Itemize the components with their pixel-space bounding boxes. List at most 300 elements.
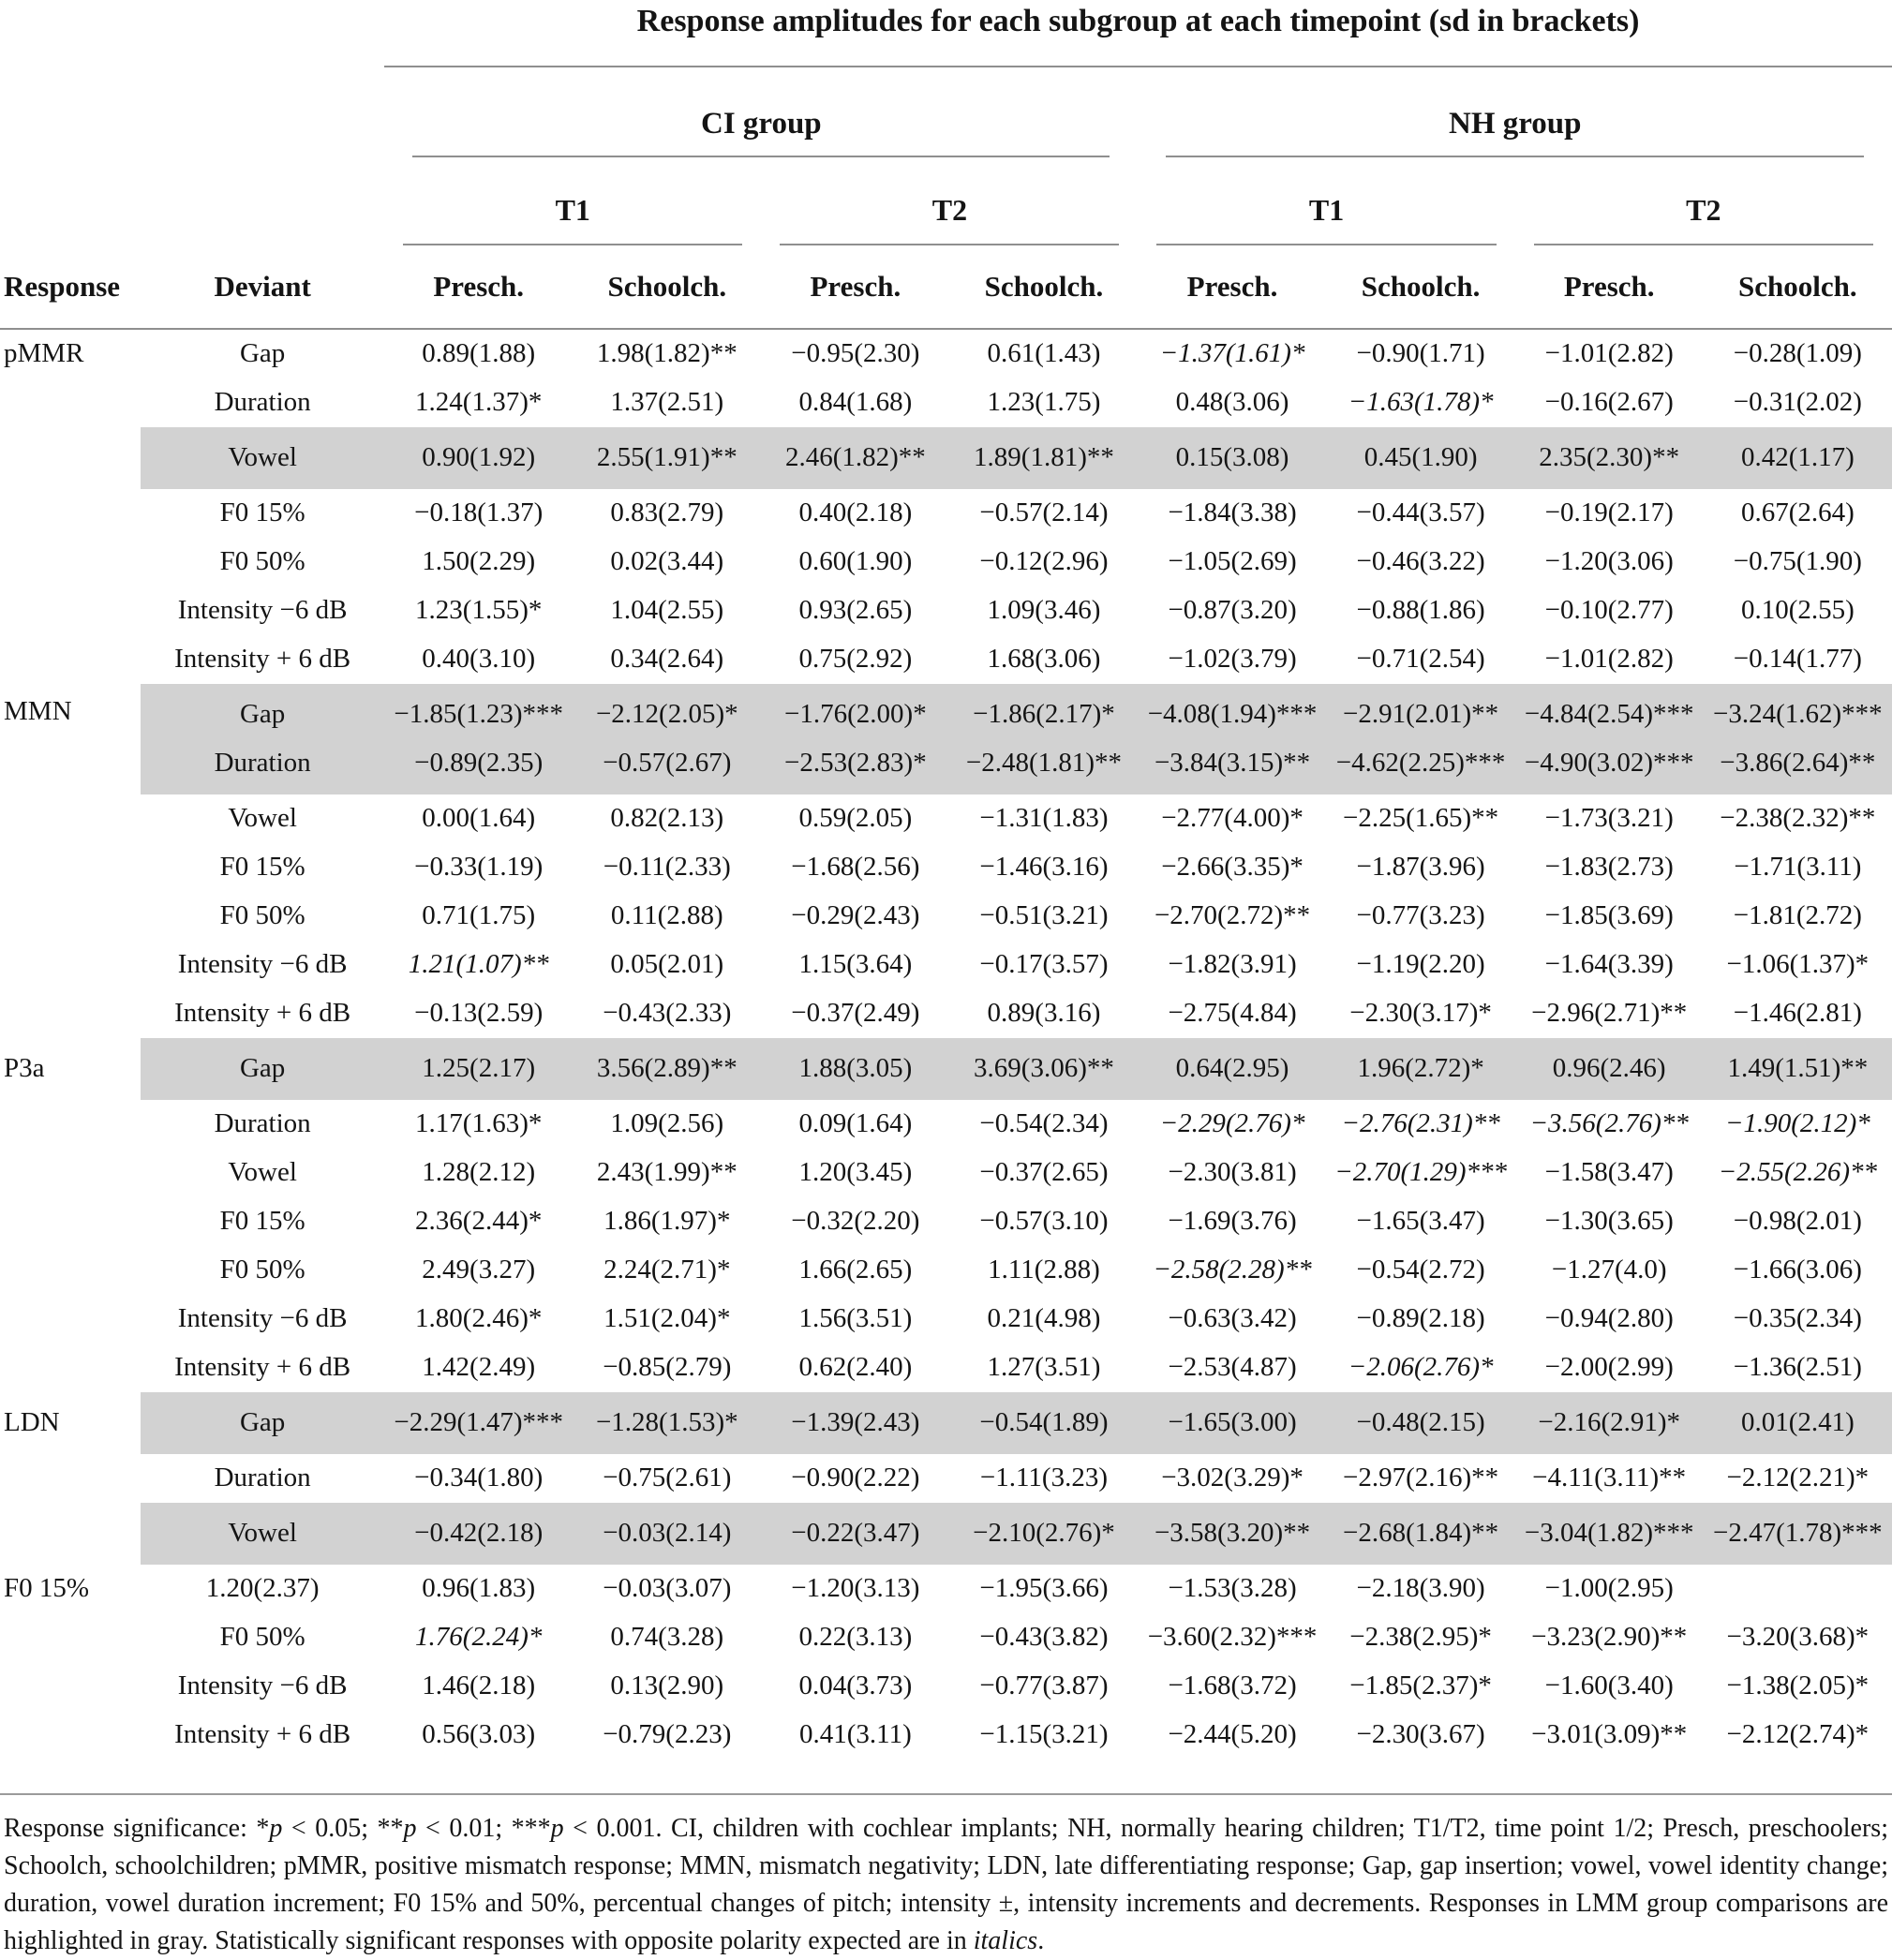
value-cell: 1.27(3.51): [987, 1352, 1101, 1383]
value-cell: 1.46(2.18): [422, 1670, 536, 1701]
value-cell: −3.20(3.68)*: [1726, 1622, 1870, 1653]
response-cell: [0, 1149, 141, 1197]
value-cell: 0.74(3.28): [610, 1622, 724, 1653]
response-cell: pMMR: [4, 338, 84, 369]
value-cell: −1.30(3.65): [1544, 1206, 1674, 1237]
value-cell: −2.25(1.65)**: [1343, 803, 1499, 834]
footnote-segment: Response significance: *: [4, 1814, 270, 1843]
table-row: [0, 1392, 1892, 1454]
subcol-header: Presch.: [761, 245, 949, 330]
value-cell: −0.94(2.80): [1544, 1303, 1674, 1334]
value-cell: 0.34(2.64): [610, 644, 724, 675]
value-cell: 1.86(1.97)*: [603, 1206, 731, 1237]
deviant-cell: Duration: [214, 1108, 311, 1139]
table-row: [0, 1613, 1892, 1662]
value-cell: 1.49(1.51)**: [1704, 1038, 1892, 1100]
value-cell: −2.16(2.91)*: [1515, 1392, 1704, 1454]
value-cell: 0.41(3.11): [798, 1719, 912, 1750]
value-cell: −2.77(4.00)*: [1161, 803, 1304, 834]
table-row: [0, 379, 1892, 427]
value-cell: −3.58(3.20)**: [1138, 1503, 1326, 1565]
deviant-cell: Intensity −6 dB: [177, 595, 348, 626]
response-cell: MMN: [4, 695, 72, 726]
value-cell: −1.60(3.40): [1544, 1670, 1674, 1701]
table-row: [0, 587, 1892, 635]
value-cell: 0.00(1.64): [422, 803, 536, 834]
value-cell: −1.58(3.47): [1544, 1157, 1674, 1188]
value-cell: −2.30(3.67): [1356, 1719, 1485, 1750]
value-cell: −0.35(2.34): [1733, 1303, 1862, 1334]
value-cell: −2.38(2.32)**: [1720, 803, 1876, 834]
timepoint-ci-t1: [384, 157, 761, 245]
value-cell: −0.14(1.77): [1733, 644, 1862, 675]
table-row: [0, 489, 1892, 538]
value-cell: −0.31(2.02): [1733, 387, 1862, 418]
footnote-italic-segment: p: [269, 1814, 283, 1843]
response-cell: [0, 989, 141, 1038]
value-cell: 1.96(2.72)*: [1327, 1038, 1515, 1100]
value-cell: −1.85(1.23)***: [384, 684, 573, 739]
deviant-cell: F0 15%: [219, 852, 305, 883]
table-row: [0, 892, 1892, 941]
value-cell: 1.80(2.46)*: [415, 1303, 543, 1334]
value-cell: −2.97(2.16)**: [1343, 1463, 1499, 1493]
response-cell: [0, 427, 141, 489]
value-cell: 2.24(2.71)*: [603, 1255, 731, 1285]
value-cell: −0.28(1.09): [1733, 338, 1862, 369]
subcol-header: Schoolch.: [1704, 245, 1892, 330]
value-cell: −3.04(1.82)***: [1515, 1503, 1704, 1565]
value-cell: −1.37(1.61)*: [1159, 338, 1305, 369]
timepoint-nh-t2: [1515, 157, 1892, 245]
table-row: [0, 427, 1892, 489]
value-cell: −4.62(2.25)***: [1327, 739, 1515, 794]
value-cell: 0.61(1.43): [987, 338, 1101, 369]
value-cell: −2.30(3.81): [1168, 1157, 1297, 1188]
value-cell: −1.28(1.53)*: [573, 1392, 761, 1454]
value-cell: 0.62(2.40): [798, 1352, 913, 1383]
table-row: [0, 1246, 1892, 1295]
value-cell: 0.45(1.90): [1327, 427, 1515, 489]
table-row: [0, 794, 1892, 843]
value-cell: 3.56(2.89)**: [573, 1038, 761, 1100]
value-cell: −2.48(1.81)**: [949, 739, 1138, 794]
value-cell: −4.11(3.11)**: [1532, 1463, 1687, 1493]
timepoint-label: T2: [1534, 194, 1873, 245]
value-cell: −0.77(3.87): [979, 1670, 1109, 1701]
value-cell: 0.82(2.13): [610, 803, 724, 834]
value-cell: −1.64(3.39): [1544, 949, 1674, 980]
value-cell: −0.42(2.18): [384, 1503, 573, 1565]
value-cell: −2.47(1.78)***: [1704, 1503, 1892, 1565]
value-cell: −0.63(3.42): [1168, 1303, 1297, 1334]
value-cell: 0.56(3.03): [422, 1719, 536, 1750]
value-cell: −0.90(1.71): [1356, 338, 1485, 369]
value-cell: −1.20(3.06): [1544, 546, 1674, 577]
deviant-column-header: Deviant: [141, 245, 384, 330]
table-row: [0, 1565, 1892, 1613]
value-cell: 0.48(3.06): [1175, 387, 1289, 418]
spacer: [0, 67, 141, 157]
value-cell: −0.51(3.21): [979, 900, 1109, 931]
value-cell: −1.46(3.16): [979, 852, 1109, 883]
value-cell: 0.96(2.46): [1515, 1038, 1704, 1100]
value-cell: −1.66(3.06): [1733, 1255, 1862, 1285]
table-row: [0, 1711, 1892, 1760]
deviant-cell: Intensity + 6 dB: [174, 998, 351, 1029]
response-cell: [0, 489, 141, 538]
value-cell: −4.08(1.94)***: [1138, 684, 1326, 739]
value-cell: −1.02(3.79): [1168, 644, 1297, 675]
value-cell: −2.75(4.84): [1168, 998, 1297, 1029]
value-cell: 0.13(2.90): [610, 1670, 724, 1701]
deviant-cell: Intensity + 6 dB: [174, 1719, 351, 1750]
deviant-cell: Intensity −6 dB: [177, 1670, 348, 1701]
value-cell: −1.87(3.96): [1356, 852, 1485, 883]
value-cell: −1.76(2.00)*: [761, 684, 949, 739]
deviant-cell: Vowel: [141, 427, 384, 489]
value-cell: −1.00(2.95): [1544, 1573, 1674, 1604]
value-cell: −1.05(2.69): [1168, 546, 1297, 577]
value-cell: 0.11(2.88): [610, 900, 723, 931]
value-cell: 0.96(1.83): [422, 1573, 536, 1604]
value-cell: −2.53(4.87): [1168, 1352, 1297, 1383]
footnote-segment: < 0.05; **: [282, 1814, 404, 1843]
value-cell: 1.56(3.51): [798, 1303, 913, 1334]
response-cell: [0, 1662, 141, 1711]
response-cell: [0, 1711, 141, 1760]
table-row: [0, 330, 1892, 379]
value-cell: 0.59(2.05): [798, 803, 913, 834]
deviant-cell: Gap: [141, 684, 384, 739]
response-cell: [0, 843, 141, 892]
value-cell: −2.44(5.20): [1168, 1719, 1297, 1750]
response-cell: F0 15%: [4, 1573, 90, 1604]
value-cell: −0.03(3.07): [603, 1573, 732, 1604]
value-cell: 0.40(3.10): [422, 644, 536, 675]
value-cell: −1.81(2.72): [1733, 900, 1862, 931]
value-cell: −0.29(2.43): [791, 900, 920, 931]
response-cell: [0, 587, 141, 635]
value-cell: −0.22(3.47): [761, 1503, 949, 1565]
value-cell: −1.86(2.17)*: [949, 684, 1138, 739]
value-cell: −1.85(3.69): [1544, 900, 1674, 931]
value-cell: −3.02(3.29)*: [1161, 1463, 1304, 1493]
table-row: [0, 1038, 1892, 1100]
value-cell: −1.95(3.66): [979, 1573, 1109, 1604]
value-cell: 1.50(2.29): [422, 546, 536, 577]
value-cell: 2.46(1.82)**: [761, 427, 949, 489]
footnote-text: [0, 1793, 1892, 1960]
value-cell: 2.43(1.99)**: [596, 1157, 737, 1188]
value-cell: −0.12(2.96): [979, 546, 1109, 577]
value-cell: −1.19(2.20): [1356, 949, 1485, 980]
deviant-cell: F0 50%: [219, 1622, 305, 1653]
value-cell: −2.30(3.17)*: [1349, 998, 1492, 1029]
value-cell: −2.53(2.83)*: [761, 739, 949, 794]
value-cell: −1.82(3.91): [1168, 949, 1297, 980]
value-cell: −2.70(1.29)***: [1334, 1157, 1508, 1188]
value-cell: 1.42(2.49): [422, 1352, 536, 1383]
deviant-cell: F0 50%: [219, 546, 305, 577]
value-cell: −2.12(2.05)*: [573, 684, 761, 739]
value-cell: −2.10(2.76)*: [949, 1503, 1138, 1565]
value-cell: −0.44(3.57): [1356, 497, 1485, 528]
spacer: [141, 157, 384, 245]
table-row: [0, 739, 1892, 794]
value-cell: −0.46(3.22): [1356, 546, 1485, 577]
value-cell: −1.73(3.21): [1544, 803, 1674, 834]
value-cell: 1.76(2.24)*: [415, 1622, 543, 1653]
footnote-segment: < 0.001. CI, children with cochlear implants; NH, normally hearing children; T1/T2, time point 1/2; Presch, preschoolers; Schoolch, schoolchildren; pMMR, positive mismatch response; MMN, mismatch negativity; LDN, late differentiating response; Gap, gap insertion; vowel, vowel identity change; duration, vowel duration increment; F0 15% and 50%, percentual changes of pitch; intensity ±, intensity increments and decrements. Responses in LMM group comparisons are highlighted in gray. Statistically significant responses with opposite polarity expected are in: [4, 1814, 1888, 1955]
deviant-cell: Intensity −6 dB: [177, 1303, 348, 1334]
response-cell: [0, 1197, 141, 1246]
value-cell: −2.96(2.71)**: [1531, 998, 1688, 1029]
value-cell: −0.85(2.79): [603, 1352, 732, 1383]
deviant-cell: Intensity + 6 dB: [174, 1352, 351, 1383]
footnote-italic-segment: p: [403, 1814, 417, 1843]
value-cell: 0.71(1.75): [422, 900, 536, 931]
spacer: [0, 0, 141, 67]
response-cell: [0, 1295, 141, 1344]
value-cell: −0.43(2.33): [603, 998, 732, 1029]
value-cell: −0.79(2.23): [603, 1719, 732, 1750]
value-cell: −1.38(2.05)*: [1726, 1670, 1870, 1701]
value-cell: −3.84(3.15)**: [1138, 739, 1326, 794]
value-cell: [1704, 1565, 1892, 1613]
deviant-cell: 1.20(2.37): [205, 1573, 320, 1604]
value-cell: 3.69(3.06)**: [949, 1038, 1138, 1100]
value-cell: −1.71(3.11): [1734, 852, 1862, 883]
value-cell: −3.24(1.62)***: [1704, 684, 1892, 739]
value-cell: −0.37(2.65): [979, 1157, 1109, 1188]
value-cell: 2.35(2.30)**: [1515, 427, 1704, 489]
subcol-header: Presch.: [1515, 245, 1704, 330]
value-cell: −3.01(3.09)**: [1531, 1719, 1688, 1750]
subcol-header: Presch.: [384, 245, 573, 330]
value-cell: 2.49(3.27): [422, 1255, 536, 1285]
deviant-cell: F0 15%: [219, 1206, 305, 1237]
value-cell: −0.11(2.33): [603, 852, 731, 883]
column-header-row: [0, 245, 1892, 330]
value-cell: −2.55(2.26)**: [1718, 1157, 1878, 1188]
value-cell: −1.68(2.56): [791, 852, 920, 883]
value-cell: −0.98(2.01): [1733, 1206, 1862, 1237]
deviant-cell: Duration: [214, 1463, 311, 1493]
value-cell: −3.86(2.64)**: [1704, 739, 1892, 794]
deviant-cell: Duration: [141, 739, 384, 794]
group-nh-header: [1138, 67, 1892, 157]
value-cell: −0.75(1.90): [1733, 546, 1862, 577]
table-row: [0, 1454, 1892, 1503]
footnote-italic-segment: p: [550, 1814, 564, 1843]
table-row: [0, 941, 1892, 989]
value-cell: 1.15(3.64): [798, 949, 913, 980]
deviant-cell: Gap: [141, 1392, 384, 1454]
value-cell: −0.54(1.89): [949, 1392, 1138, 1454]
table-row: [0, 1197, 1892, 1246]
value-cell: −0.13(2.59): [414, 998, 544, 1029]
value-cell: −0.03(2.14): [573, 1503, 761, 1565]
value-cell: 0.02(3.44): [610, 546, 724, 577]
value-cell: 0.21(4.98): [987, 1303, 1101, 1334]
value-cell: 1.04(2.55): [610, 595, 724, 626]
value-cell: 0.64(2.95): [1138, 1038, 1326, 1100]
value-cell: −1.15(3.21): [979, 1719, 1109, 1750]
subcol-header: Schoolch.: [573, 245, 761, 330]
table-row: [0, 1149, 1892, 1197]
value-cell: −1.83(2.73): [1544, 852, 1674, 883]
value-cell: −2.91(2.01)**: [1327, 684, 1515, 739]
value-cell: −4.90(3.02)***: [1515, 739, 1704, 794]
value-cell: −2.38(2.95)*: [1349, 1622, 1492, 1653]
title-row: [0, 0, 1892, 67]
deviant-cell: Vowel: [228, 1157, 297, 1188]
value-cell: 0.89(3.16): [987, 998, 1101, 1029]
spacer: [141, 67, 384, 157]
value-cell: −1.90(2.12)*: [1724, 1108, 1870, 1139]
deviant-cell: Gap: [239, 338, 286, 369]
value-cell: −2.06(2.76)*: [1348, 1352, 1494, 1383]
group-nh-label: NH group: [1166, 107, 1864, 157]
timepoint-ci-t2: [761, 157, 1138, 245]
value-cell: −0.16(2.67): [1544, 387, 1674, 418]
value-cell: −1.01(2.82): [1544, 644, 1674, 675]
response-cell: [0, 794, 141, 843]
value-cell: −1.36(2.51): [1733, 1352, 1862, 1383]
value-cell: −0.34(1.80): [414, 1463, 544, 1493]
value-cell: −0.33(1.19): [414, 852, 544, 883]
value-cell: −3.60(2.32)***: [1147, 1622, 1318, 1653]
value-cell: −1.65(3.47): [1356, 1206, 1485, 1237]
deviant-cell: F0 15%: [219, 497, 305, 528]
deviant-cell: F0 50%: [219, 900, 305, 931]
value-cell: 1.17(1.63)*: [415, 1108, 543, 1139]
value-cell: 0.93(2.65): [798, 595, 913, 626]
value-cell: 1.24(1.37)*: [415, 387, 543, 418]
value-cell: −0.48(2.15): [1327, 1392, 1515, 1454]
value-cell: −1.46(2.81): [1733, 998, 1862, 1029]
value-cell: 1.98(1.82)**: [596, 338, 737, 369]
value-cell: −0.32(2.20): [791, 1206, 920, 1237]
response-cell: [0, 538, 141, 587]
value-cell: −3.56(2.76)**: [1529, 1108, 1689, 1139]
value-cell: −0.54(2.34): [979, 1108, 1109, 1139]
value-cell: −2.58(2.28)**: [1153, 1255, 1312, 1285]
value-cell: 1.21(1.07)**: [408, 949, 549, 980]
value-cell: −2.00(2.99): [1544, 1352, 1674, 1383]
value-cell: 0.10(2.55): [1740, 595, 1855, 626]
response-column-header: Response: [0, 245, 141, 330]
value-cell: 0.01(2.41): [1704, 1392, 1892, 1454]
value-cell: −1.11(3.23): [979, 1463, 1108, 1493]
value-cell: 0.89(1.88): [422, 338, 536, 369]
group-ci-header: [384, 67, 1138, 157]
value-cell: −0.57(2.67): [573, 739, 761, 794]
table-row: [0, 635, 1892, 684]
response-cell: LDN: [4, 1407, 60, 1438]
value-cell: −2.12(2.74)*: [1726, 1719, 1870, 1750]
value-cell: −0.71(2.54): [1356, 644, 1485, 675]
value-cell: −0.89(2.18): [1356, 1303, 1485, 1334]
value-cell: 0.90(1.92): [384, 427, 573, 489]
value-cell: −1.84(3.38): [1168, 497, 1297, 528]
spacer: [0, 157, 141, 245]
response-cell: [0, 1503, 141, 1565]
value-cell: 0.67(2.64): [1740, 497, 1855, 528]
value-cell: 1.37(2.51): [610, 387, 724, 418]
value-cell: −1.69(3.76): [1168, 1206, 1297, 1237]
value-cell: −0.10(2.77): [1544, 595, 1674, 626]
value-cell: 0.83(2.79): [610, 497, 724, 528]
response-cell: [0, 635, 141, 684]
subcol-header: Schoolch.: [1327, 245, 1515, 330]
value-cell: 0.04(3.73): [798, 1670, 913, 1701]
response-cell: [0, 892, 141, 941]
value-cell: −0.54(2.72): [1356, 1255, 1485, 1285]
value-cell: −0.37(2.49): [791, 998, 920, 1029]
value-cell: −0.57(3.10): [979, 1206, 1109, 1237]
footnote-segment: < 0.01; ***: [416, 1814, 551, 1843]
table-title: Response amplitudes for each subgroup at each timepoint (sd in brackets): [384, 0, 1892, 67]
value-cell: −0.88(1.86): [1356, 595, 1485, 626]
table-row: [0, 1295, 1892, 1344]
value-cell: −1.85(2.37)*: [1349, 1670, 1492, 1701]
value-cell: 1.68(3.06): [987, 644, 1101, 675]
value-cell: 1.51(2.04)*: [603, 1303, 731, 1334]
response-cell: [0, 739, 141, 794]
value-cell: −0.43(3.82): [979, 1622, 1109, 1653]
value-cell: −1.65(3.00): [1138, 1392, 1326, 1454]
value-cell: −0.89(2.35): [384, 739, 573, 794]
value-cell: −1.68(3.72): [1168, 1670, 1297, 1701]
footnote-segment: .: [1037, 1926, 1045, 1955]
value-cell: 0.40(2.18): [798, 497, 913, 528]
value-cell: 1.88(3.05): [761, 1038, 949, 1100]
value-cell: −0.57(2.14): [979, 497, 1109, 528]
value-cell: −2.18(3.90): [1356, 1573, 1485, 1604]
value-cell: −3.23(2.90)**: [1531, 1622, 1688, 1653]
value-cell: 0.09(1.64): [798, 1108, 913, 1139]
timepoint-nh-t1: [1138, 157, 1514, 245]
table-row: [0, 1503, 1892, 1565]
table-row: [0, 989, 1892, 1038]
value-cell: 2.36(2.44)*: [415, 1206, 543, 1237]
deviant-cell: Vowel: [228, 803, 297, 834]
deviant-cell: Intensity −6 dB: [177, 949, 348, 980]
response-cell: [0, 1454, 141, 1503]
response-cell: [0, 941, 141, 989]
timepoint-label: T1: [1156, 194, 1496, 245]
value-cell: 1.09(3.46): [987, 595, 1101, 626]
value-cell: 1.23(1.75): [987, 387, 1101, 418]
deviant-cell: Duration: [214, 387, 311, 418]
table-row: [0, 1662, 1892, 1711]
response-cell: [0, 1246, 141, 1295]
table-row: [0, 538, 1892, 587]
deviant-cell: Intensity + 6 dB: [174, 644, 351, 675]
value-cell: −2.66(3.35)*: [1161, 852, 1304, 883]
value-cell: −0.90(2.22): [791, 1463, 920, 1493]
group-header-row: [0, 67, 1892, 157]
value-cell: 0.42(1.17): [1704, 427, 1892, 489]
value-cell: 1.66(2.65): [798, 1255, 913, 1285]
value-cell: −2.29(2.76)*: [1159, 1108, 1305, 1139]
value-cell: −0.95(2.30): [791, 338, 920, 369]
timepoint-header-row: [0, 157, 1892, 245]
value-cell: −0.77(3.23): [1356, 900, 1485, 931]
value-cell: −1.01(2.82): [1544, 338, 1674, 369]
